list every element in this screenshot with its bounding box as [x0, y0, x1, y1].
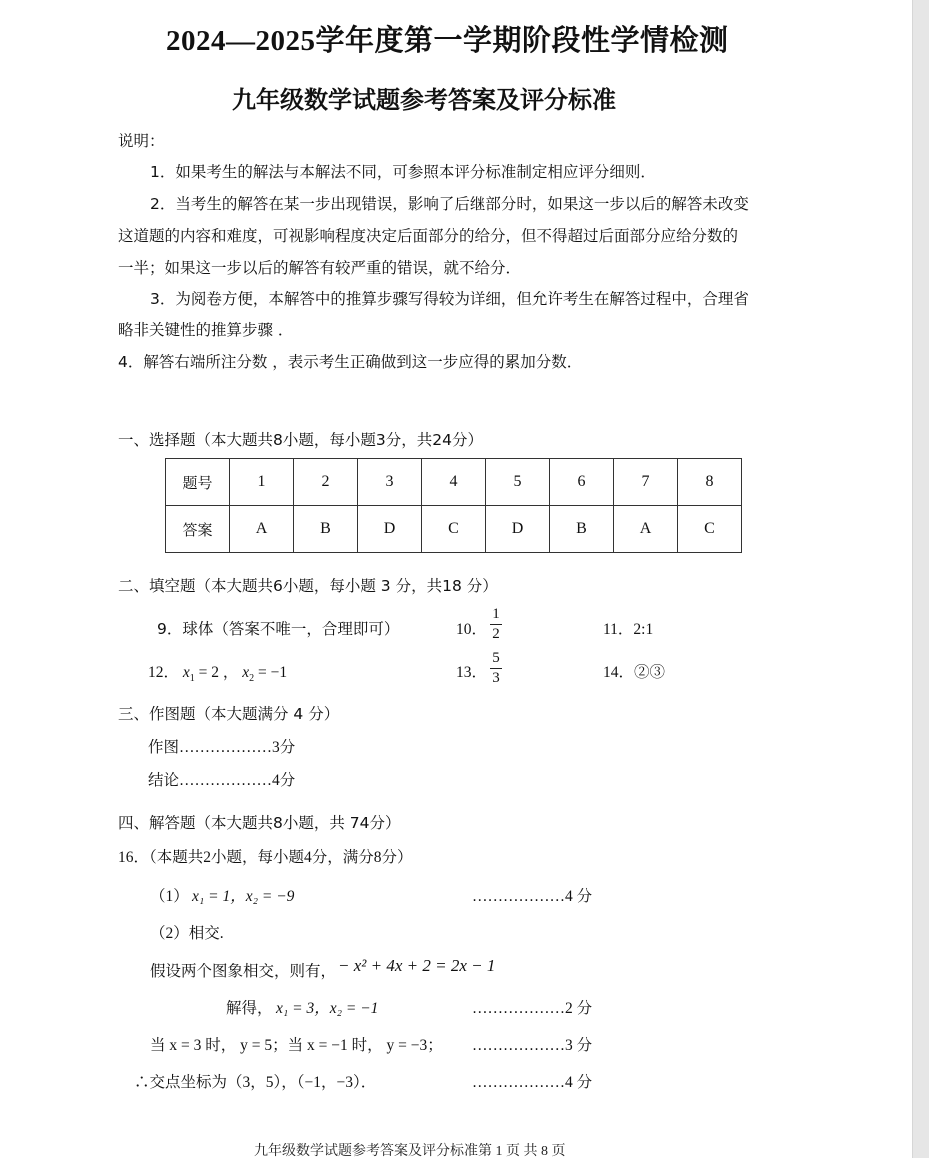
note-3-line-2: 略非关键性的推算步骤 ． — [118, 321, 294, 339]
fraction-numerator: 5 — [492, 650, 500, 666]
variable-x: x — [182, 664, 190, 681]
value: = 2 ， — [194, 664, 239, 681]
answer-cell: D — [486, 506, 550, 553]
answer-10-label: 10． — [456, 621, 488, 638]
subscript: 1 — [189, 673, 195, 685]
solve-score: ………………2 分 — [472, 1000, 593, 1017]
note-2-line-3: 一半；如果这一步以后的解答有较严重的错误，就不给分． — [118, 259, 522, 277]
fraction-numerator: 1 — [492, 606, 500, 622]
fraction-denominator: 3 — [492, 670, 500, 686]
part-1-label: （1） — [150, 888, 189, 905]
answer-table — [165, 458, 742, 553]
conclusion-text: ∴交点坐标为（3，5），（−1，−3）． — [134, 1074, 377, 1091]
question-number: 4 — [422, 459, 486, 506]
document-subtitle: 九年级数学试题参考答案及评分标准 — [232, 88, 616, 114]
section-3-line-1: 作图………………3分 — [148, 739, 296, 756]
answer-12 — [148, 660, 287, 684]
answer-cell: A — [614, 506, 678, 553]
answer-11: 11．2:1 — [603, 621, 654, 638]
table-row-numbers — [166, 459, 742, 506]
section-4-heading: 四、解答题（本大题共8小题，共 74分） — [118, 814, 401, 832]
question-number: 6 — [550, 459, 614, 506]
answer-10-fraction — [490, 606, 502, 643]
question-number: 5 — [486, 459, 550, 506]
page-footer: 九年级数学试题参考答案及评分标准第 1 页 共 8 页 — [254, 1144, 566, 1159]
subscript: 2 — [249, 673, 255, 685]
note-1: 1．如果考生的解法与本解法不同，可参照本评分标准制定相应评分细则． — [150, 163, 656, 181]
answer-cell: A — [230, 506, 294, 553]
answer-9: 9．球体（答案不唯一，合理即可） — [157, 620, 400, 638]
part-1-score: ………………4 分 — [472, 888, 593, 905]
conclusion-score: ………………4 分 — [472, 1074, 593, 1091]
notes-heading: 说明： — [118, 132, 165, 150]
part-2-label: （2）相交. — [150, 925, 224, 942]
answer-14: 14．②③ — [603, 664, 666, 681]
section-2-heading: 二、填空题（本大题共6小题，每小题 3 分，共18 分） — [118, 577, 498, 595]
substitution-text: 当 x = 3 时， y = 5；当 x = −1 时， y = −3； — [150, 1037, 443, 1054]
note-2-line-2: 这道题的内容和难度，可视影响程度决定后面部分的给分，但不得超过后面部分应给分数的 — [118, 227, 739, 245]
solve-text: 解得， — [226, 1000, 273, 1017]
table-row-answers — [166, 506, 742, 553]
answer-cell: C — [422, 506, 486, 553]
question-number: 1 — [230, 459, 294, 506]
substitution-score: ………………3 分 — [472, 1037, 593, 1054]
answer-12-label: 12． — [148, 664, 180, 681]
answer-cell: D — [358, 506, 422, 553]
answer-13-fraction — [490, 650, 502, 687]
section-3-heading: 三、作图题（本大题满分 4 分） — [118, 705, 340, 723]
solve-equation: x₁ = 3，x₂ = −1 — [276, 1000, 379, 1017]
variable-x: x — [242, 664, 250, 681]
question-number: 3 — [358, 459, 422, 506]
value: = −1 — [254, 664, 288, 681]
question-16-heading: 16．（本题共2小题，每小题4分，满分8分） — [118, 849, 413, 866]
section-3-line-2: 结论………………4分 — [148, 772, 296, 789]
question-number: 8 — [678, 459, 742, 506]
fraction-denominator: 2 — [492, 626, 500, 642]
note-2-line-1: 2．当考生的解答在某一步出现错误，影响了后继部分时，如果这一步以后的解答未改变 — [150, 195, 749, 213]
fraction-bar — [490, 624, 502, 625]
answer-13-label: 13． — [456, 664, 488, 681]
assume-equation: − x² + 4x + 2 = 2x − 1 — [338, 956, 496, 975]
section-1-heading: 一、选择题（本大题共8小题，每小题3分，共24分） — [118, 431, 483, 449]
question-number: 2 — [294, 459, 358, 506]
answer-cell: B — [550, 506, 614, 553]
vertical-scrollbar[interactable] — [912, 0, 929, 1158]
question-number: 7 — [614, 459, 678, 506]
row-label-answer: 答案 — [166, 506, 230, 553]
answer-cell: C — [678, 506, 742, 553]
note-3-line-1: 3．为阅卷方便，本解答中的推算步骤写得较为详细，但允许考生在解答过程中，合理省 — [150, 290, 749, 308]
assume-text: 假设两个图象相交，则有， — [150, 963, 337, 980]
row-label-number: 题号 — [166, 459, 230, 506]
note-4: 4．解答右端所注分数 ，表示考生正确做到这一步应得的累加分数． — [118, 353, 583, 371]
document-title: 2024—2025学年度第一学期阶段性学情检测 — [166, 25, 729, 57]
fraction-bar — [490, 668, 502, 669]
part-1-equation: x₁ = 1，x₂ = −9 — [192, 888, 295, 905]
answer-cell: B — [294, 506, 358, 553]
